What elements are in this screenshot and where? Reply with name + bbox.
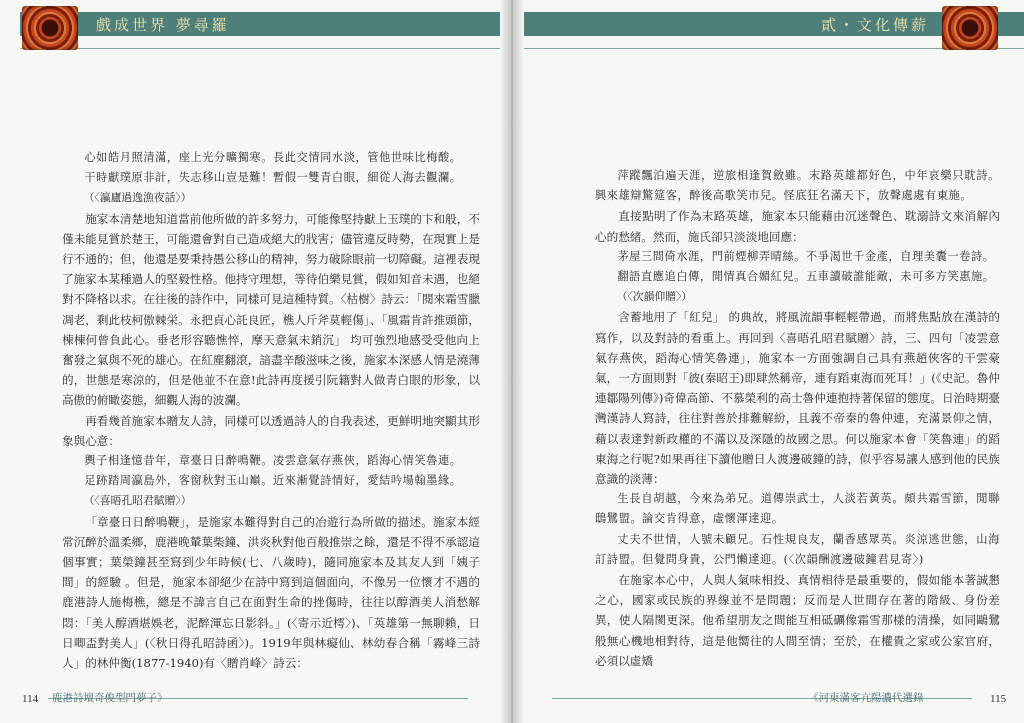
poem-line: 足跡踏周瀛島外，客窗秋對玉山巔。近來漸覺詩情好，愛結吟場翰墨緣。 xyxy=(84,474,462,488)
poem-line: 輿子相逢憶昔年，章臺日日醉鳴鞭。凌雲意氣存燕俠，蹈海心情笑魯連。 xyxy=(84,454,462,468)
poem-source: （〈次韻仰贈〉） xyxy=(616,290,693,304)
page-number: 115 xyxy=(990,693,1007,705)
left-page xyxy=(0,0,508,723)
prose-paragraph: 再看幾首施家本贈友人詩，同樣可以透過詩人的自我表述，更鮮明地突顯其形象與心意： xyxy=(62,413,480,448)
poem-line: 茅屋三間倚水涯，門前煙柳弄晴絲。不爭渴世千金產，自理美囊一卷詩。 xyxy=(617,249,995,263)
prose-paragraph: 直接點明了作為末路英雄，施家本只能藉由沉迷聲色、耽溺詩文來消解內心的愁緒。然而，施氏卻只淡淡地回應： xyxy=(595,209,1000,244)
prose-paragraph: 「章臺日日醉鳴鞭」，是施家本難得對自己的冶遊行為所做的描述。施家本經常沉醉於溫柔鄉，鹿港晚輦葉柴鐘、洪炎秋對他百般推崇之餘，還是不得不承認這個事實；葉榮鐘甚至寫到少年時候(七、八歲時)，隨同施家本及其友人到「姨子間」的經驗 。但是，施家本卻絕少在詩中寫到這個面向，不像另一位懷才不遇的鹿港詩人施梅樵，總是不諱言自己在面對生命的挫傷時，往往以醇酒美人消愁解悶：「美人醇酒堪娛老，泥醉渾忘日影斜。」(〈寄示近樗〉)、「英雄第一無聊賴，日日唧盃對美人」(〈秋日得孔昭詩函〉)。1919年與林癡仙、林幼春合稱「霧峰三詩人」的林仲衡(1877-1940)有〈贈肖峰〉詩云： xyxy=(62,514,480,671)
page-number: 114 xyxy=(22,693,39,705)
ceiling-ornament-image xyxy=(942,6,998,50)
poem-source: （〈瀛廬過逸漁夜話〉） xyxy=(83,191,192,205)
left-body xyxy=(62,148,480,673)
poem-line: 生長自胡越，今來為弟兄。道傳崇武士，人淡若黃英。頗共霜雪節，閒聯鴟鷺盟。論交肯得意，虛懷渾達迎。 xyxy=(595,492,1000,526)
poem-line: 心如皓月照清滿，座上光分曠獨寒。長此交情同水淡，管他世味比梅酸。 xyxy=(84,151,462,164)
footer-label: 《河東滿客亢陽濃代選錄 xyxy=(808,692,924,704)
poem-line: 干時獻璞原非計，失志移山豈是難！暫假一雙青白眼，細從人海去觀瀾。 xyxy=(84,171,462,185)
right-body xyxy=(595,166,1000,671)
prose-paragraph: 在施家本心中，人與人氣味相投、真情相待是最重要的，假如能本著誠懇之心，國家或民族的界線並不是問題；反而是人世間存在著的階級、身份差異，使人隔閡更深。他希望朋友之間能互相砥礪像霜雪那樣的清操，如同鷗鷺般無心機地相對待，這是他嚮往的人間至情；至於，在權貴之家或公家官府，必須以虛矯 xyxy=(595,573,1000,668)
ceiling-ornament-image xyxy=(22,6,78,50)
header-band xyxy=(20,12,500,36)
prose-paragraph: 施家本清楚地知道當前他所做的許多努力，可能像堅持獻上玉璞的卞和般，不僅未能見賞於楚王，可能還會對自己造成絕大的戕害；儘管違反時勢，在現實上是行不通的；但，他還是要秉持愚公移山的精神，努力破除眼前一切障礙。這裡表現了施家本某種過人的堅毅性格。他持守理想，等待伯樂見賞，假如知音未遇，也絕對不降格以求。在往後的詩作中，同樣可見這種特質。〈枯樹〉詩云：「閱來霜雪臘凋老，剩此枝柯傲棘栄。永把貞心託良匠，樵人斤斧莫輕傷」、「風霜肯許推頭節，棟棟何曾負此心。垂老形容聽憔悴，摩天意氣未銷沉」 均可強烈地感受受他向上奮發之氣與不死的雄心。在紅塵翻滾，諳盡辛酸滋味之後，施家本深感人情是澆薄的，世態是寒涼的，但是他並不在意!此詩再度援引阮籍對人做青白眼的形象，以高傲的俯瞰姿態，細觀人海的波瀾。 xyxy=(62,211,480,408)
header-rule xyxy=(20,48,500,49)
book-gutter xyxy=(500,0,524,723)
poem-line: 翻語直應追白傳，閒情真合媚紅兒。五車讀破誰能敵，未可多方笑惠施。 xyxy=(617,270,995,284)
poem-source: （〈喜晤孔昭君賦贈〉） xyxy=(83,494,192,508)
chapter-title: 戲成世界 夢尋羅 xyxy=(96,16,230,34)
poem-line: 萍蹤飄泊遍天涯，逆旅相逢賀斂雖。末路英雄都好色，中年哀樂只耽詩。興來雄辯驚筵客，醉後高歌笑市兒。怪底狂名滿天下，放聲處處有東施。 xyxy=(595,169,1000,203)
poem-line: 丈夫不世情，人號未顧兄。石性規良友，蘭香感眾英。炎涼逃世態，山海訂詩盟。但覺問身貴，公門懶達迎。(〈次韻酬渡邊破鐘君見寄〉) xyxy=(595,532,1000,566)
prose-paragraph: 含蓄地用了「紅兒」 的典故，將風流韻事輕輕帶過，而將焦點放在漢詩的寫作，以及對詩的看重上。再回到〈喜晤孔昭君賦贈〉詩，三、四句「凌雲意氣存燕俠，蹈海心情笑魯連」，施家本一方面強調自己具有燕趙俠客的干雲豪氣，一方面則對「彼(秦昭王)即肆然稱帝，連有蹈東海而死耳！」(《史記。魯仲連鄒陽列傳》)奇偉高節、不慕榮利的高士魯仲連抱持著保留的態度。日治時期臺灣漢詩人寫詩，往往對善於排難解紛，且義不帝秦的魯仲連，充滿景仰之情，藉以表達對新政權的不滿以及深隱的故國之思。何以施家本會「笑魯連」的蹈東海之行呢?如果再往下讀他贈日人渡邊破鐘的詩，似乎容易讓人感到他的民族意識的淡薄： xyxy=(595,310,1000,487)
footer-label: 鹿港詩壇奇俊型門夢子》 xyxy=(52,692,168,704)
chapter-title: 貳・文化傳薪 xyxy=(821,16,930,34)
right-page xyxy=(516,0,1024,723)
